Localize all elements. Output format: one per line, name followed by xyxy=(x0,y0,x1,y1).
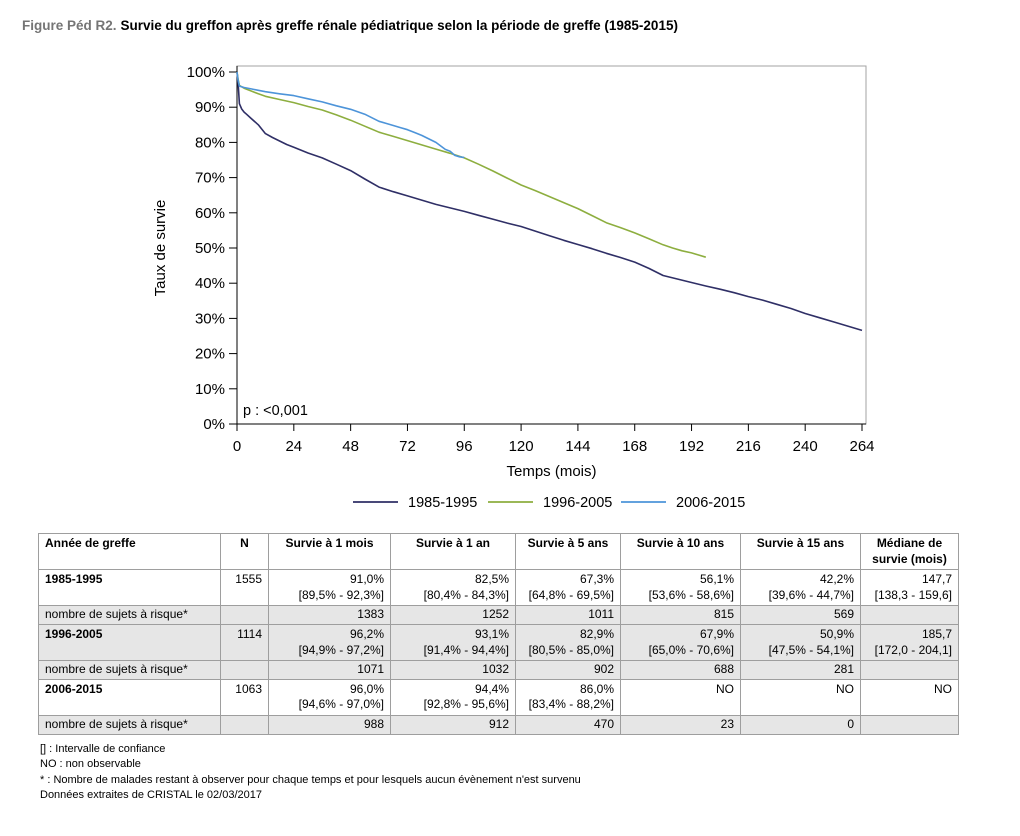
survival-table xyxy=(38,533,959,735)
y-tick-label: 0% xyxy=(203,416,225,433)
risk-5ans: 470 xyxy=(516,715,621,734)
footnote-source: Données extraites de CRISTAL le 02/03/2017 xyxy=(40,789,262,802)
risk-10ans: 23 xyxy=(621,715,741,734)
risk-label: nombre de sujets à risque* xyxy=(39,661,221,680)
survie-1an-cell: 94,4% [92,8% - 95,6%] xyxy=(391,679,516,715)
legend-label-1996-2005: 1996-2005 xyxy=(543,495,613,511)
survie-5ans-cell: 67,3% [64,8% - 69,5%] xyxy=(516,570,621,606)
survie-1mois-cell: 96,2% [94,9% - 97,2%] xyxy=(269,624,391,660)
n-empty xyxy=(221,661,269,680)
x-tick-label: 48 xyxy=(342,438,359,455)
risk-1an: 1032 xyxy=(391,661,516,680)
table-row-1996-2005 xyxy=(39,624,959,660)
survie-15ans-cell: 50,9% [47,5% - 54,1%] xyxy=(741,624,861,660)
footnote-no: NO : non observable xyxy=(40,758,141,771)
table-row-1985-1995 xyxy=(39,570,959,606)
header-annee: Année de greffe xyxy=(39,534,221,570)
header-survie-1an: Survie à 1 an xyxy=(391,534,516,570)
risk-15ans: 281 xyxy=(741,661,861,680)
x-tick-label: 0 xyxy=(232,438,242,455)
n-value: 1114 xyxy=(221,624,269,660)
risk-mediane-empty xyxy=(861,715,959,734)
y-tick-label: 90% xyxy=(194,99,225,117)
x-tick-label: 96 xyxy=(455,438,473,455)
x-tick-label: 264 xyxy=(849,438,875,455)
n-value: 1063 xyxy=(221,679,269,715)
mediane-cell: 185,7 [172,0 - 204,1] xyxy=(861,624,959,660)
header-survie-10ans: Survie à 10 ans xyxy=(621,534,741,570)
y-axis-title: Taux de survie xyxy=(152,199,169,297)
risk-1mois: 1383 xyxy=(269,606,391,625)
risk-label: nombre de sujets à risque* xyxy=(39,715,221,734)
x-tick-label: 120 xyxy=(508,438,534,455)
x-tick-label: 192 xyxy=(679,438,705,455)
survie-1mois-cell: 96,0% [94,6% - 97,0%] xyxy=(269,679,391,715)
mediane-cell: NO xyxy=(861,679,959,715)
x-tick-label: 168 xyxy=(622,438,648,455)
survie-15ans-cell: NO xyxy=(741,679,861,715)
risk-5ans: 1011 xyxy=(516,606,621,625)
header-mediane: Médiane de survie (mois) xyxy=(861,534,959,570)
survie-5ans-cell: 86,0% [83,4% - 88,2%] xyxy=(516,679,621,715)
figure-title xyxy=(22,18,678,33)
figure-title-text: Survie du greffon après greffe rénale pédiatrique selon la période de greffe (1985-2015) xyxy=(120,18,678,33)
risk-1mois: 1071 xyxy=(269,661,391,680)
risk-1mois: 988 xyxy=(269,715,391,734)
survie-10ans-cell: 56,1% [53,6% - 58,6%] xyxy=(621,570,741,606)
n-value: 1555 xyxy=(221,570,269,606)
survival-curve-1985-1995 xyxy=(237,72,862,330)
header-survie-5ans: Survie à 5 ans xyxy=(516,534,621,570)
table-row-risk-2006-2015 xyxy=(39,715,959,734)
period-label: 1996-2005 xyxy=(39,624,221,660)
n-empty xyxy=(221,606,269,625)
y-tick-label: 20% xyxy=(194,345,225,363)
mediane-cell: 147,7 [138,3 - 159,6] xyxy=(861,570,959,606)
survival-curve-2006-2015 xyxy=(237,72,464,158)
x-tick-label: 240 xyxy=(792,438,818,455)
survie-1an-cell: 93,1% [91,4% - 94,4%] xyxy=(391,624,516,660)
risk-5ans: 902 xyxy=(516,661,621,680)
y-tick-label: 70% xyxy=(194,169,225,187)
risk-mediane-empty xyxy=(861,606,959,625)
survie-15ans-cell: 42,2% [39,6% - 44,7%] xyxy=(741,570,861,606)
risk-1an: 1252 xyxy=(391,606,516,625)
plot-border xyxy=(237,66,866,424)
survie-1an-cell: 82,5% [80,4% - 84,3%] xyxy=(391,570,516,606)
risk-label: nombre de sujets à risque* xyxy=(39,606,221,625)
x-axis-title: Temps (mois) xyxy=(506,463,597,480)
survie-5ans-cell: 82,9% [80,5% - 85,0%] xyxy=(516,624,621,660)
n-empty xyxy=(221,715,269,734)
survie-10ans-cell: 67,9% [65,0% - 70,6%] xyxy=(621,624,741,660)
footnote-ci: [] : Intervalle de confiance xyxy=(40,743,166,755)
survie-1mois-cell: 91,0% [89,5% - 92,3%] xyxy=(269,570,391,606)
header-n: N xyxy=(221,534,269,570)
x-tick-label: 72 xyxy=(399,438,416,455)
table-header-row xyxy=(39,534,959,570)
p-value-annotation: p : <0,001 xyxy=(243,403,308,419)
y-tick-label: 100% xyxy=(186,64,225,81)
risk-1an: 912 xyxy=(391,715,516,734)
y-tick-label: 60% xyxy=(194,204,225,222)
risk-15ans: 569 xyxy=(741,606,861,625)
survival-chart xyxy=(0,55,1020,520)
survie-10ans-cell: NO xyxy=(621,679,741,715)
y-tick-label: 80% xyxy=(194,134,225,152)
legend-label-2006-2015: 2006-2015 xyxy=(676,495,746,511)
period-label: 2006-2015 xyxy=(39,679,221,715)
y-tick-label: 10% xyxy=(194,380,225,398)
y-tick-label: 40% xyxy=(194,275,225,293)
risk-10ans: 688 xyxy=(621,661,741,680)
header-survie-15ans: Survie à 15 ans xyxy=(741,534,861,570)
x-tick-label: 216 xyxy=(735,438,761,455)
table-row-2006-2015 xyxy=(39,679,959,715)
x-tick-label: 144 xyxy=(565,438,591,455)
risk-15ans: 0 xyxy=(741,715,861,734)
footnotes xyxy=(40,742,581,804)
footnote-risk: * : Nombre de malades restant à observer pour chaque temps et pour lesquels aucun évènement n'est survenu xyxy=(40,773,581,786)
legend-label-1985-1995: 1985-1995 xyxy=(408,495,478,511)
x-tick-label: 24 xyxy=(285,438,303,455)
figure-number: Figure Péd R2. xyxy=(22,18,117,33)
table-row-risk-1996-2005 xyxy=(39,661,959,680)
survival-curve-1996-2005 xyxy=(237,72,706,257)
table-row-risk-1985-1995 xyxy=(39,606,959,625)
y-tick-label: 50% xyxy=(194,240,225,257)
risk-mediane-empty xyxy=(861,661,959,680)
y-tick-label: 30% xyxy=(194,310,225,328)
period-label: 1985-1995 xyxy=(39,570,221,606)
risk-10ans: 815 xyxy=(621,606,741,625)
header-survie-1mois: Survie à 1 mois xyxy=(269,534,391,570)
